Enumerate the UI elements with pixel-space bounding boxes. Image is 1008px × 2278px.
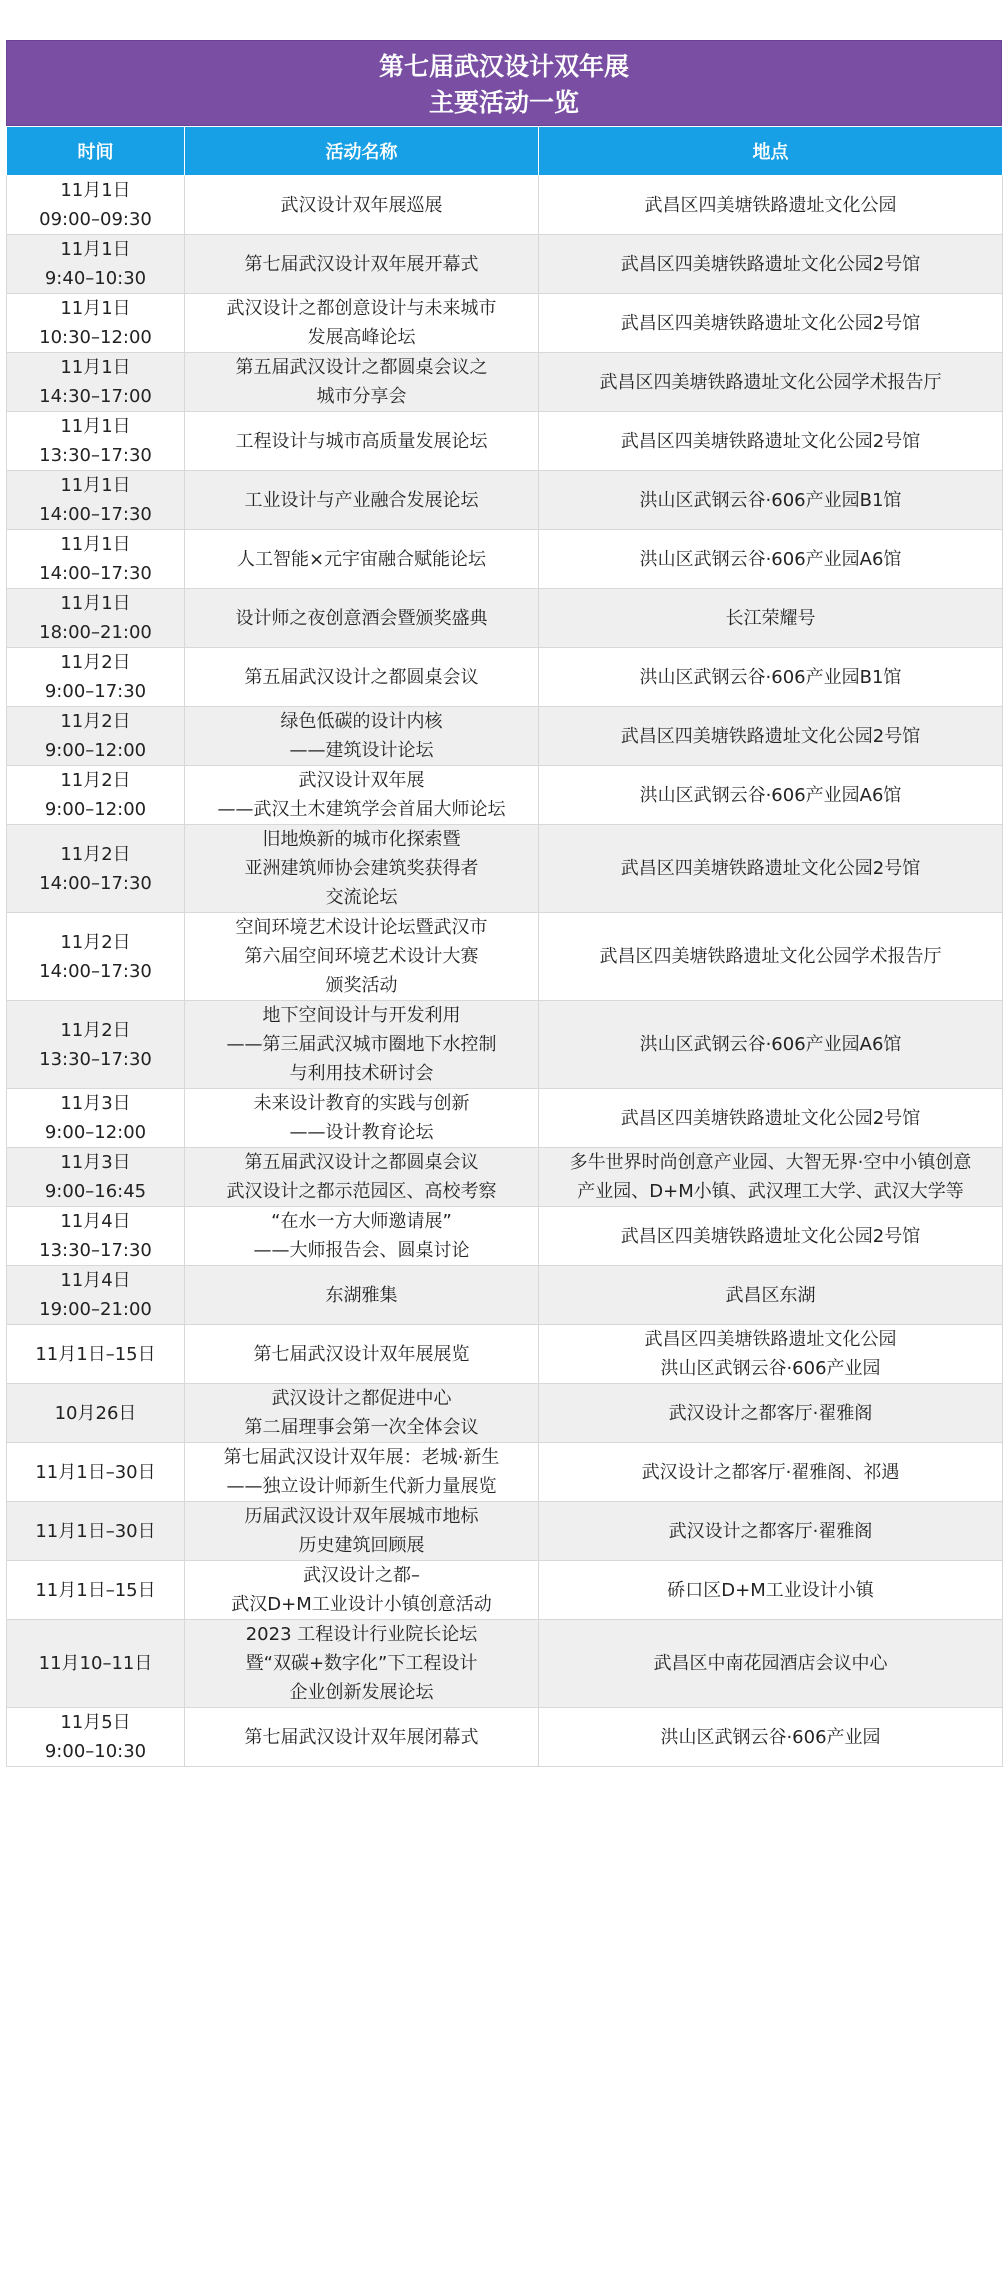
cell-time-line: 14:00–17:30 xyxy=(39,872,152,894)
cell-time-line: 10:30–12:00 xyxy=(39,327,152,348)
cell-time-line: 9:00–10:30 xyxy=(44,1741,147,1762)
cell-activity-name-line: 第七届武汉设计双年展展览 xyxy=(253,1343,470,1365)
cell-time-line: 9:00–12:00 xyxy=(44,740,147,761)
cell-time-line: 9:00–12:00 xyxy=(44,799,147,820)
cell-location xyxy=(539,766,1003,825)
cell-time-line: 9:00–16:45 xyxy=(44,1181,147,1202)
cell-time-line: 10月26日 xyxy=(54,1402,137,1424)
cell-location xyxy=(539,1001,1003,1089)
cell-activity-name-line: 旧地焕新的城市化探索暨 xyxy=(262,829,461,850)
cell-location xyxy=(539,825,1003,913)
cell-activity-name xyxy=(185,412,539,471)
cell-time-line: 11月1日 xyxy=(60,357,131,378)
table-row xyxy=(7,1620,1003,1708)
cell-location xyxy=(539,707,1003,766)
table-row xyxy=(7,353,1003,412)
cell-activity-name-line: 武汉设计双年展 xyxy=(298,770,425,791)
table-row xyxy=(7,648,1003,707)
cell-time-line: 9:00–17:30 xyxy=(44,681,147,702)
cell-activity-name xyxy=(185,648,539,707)
cell-location xyxy=(539,412,1003,471)
cell-time-line: 11月1日–30日 xyxy=(35,1520,156,1542)
cell-location-line: 武昌区四美塘铁路遗址文化公园 xyxy=(644,194,897,216)
cell-activity-name-line: ——武汉土木建筑学会首届大师论坛 xyxy=(217,799,506,820)
cell-location xyxy=(539,1561,1003,1620)
cell-activity-name-line: ——设计教育论坛 xyxy=(289,1122,434,1143)
cell-activity-name-line: ——第三届武汉城市圈地下水控制 xyxy=(226,1034,497,1055)
cell-location-line: 武昌区四美塘铁路遗址文化公园 xyxy=(644,1329,897,1350)
cell-activity-name xyxy=(185,1266,539,1325)
cell-location-line: 洪山区武钢云谷·606产业园B1馆 xyxy=(639,666,902,688)
cell-time-line: 11月1日 xyxy=(60,416,131,437)
cell-time xyxy=(7,1001,185,1089)
cell-time-line: 11月2日 xyxy=(60,770,131,791)
cell-time-line: 11月1日 xyxy=(60,593,131,614)
cell-time-line: 9:40–10:30 xyxy=(44,268,147,289)
cell-activity-name xyxy=(185,235,539,294)
cell-activity-name-line: 东湖雅集 xyxy=(325,1284,398,1306)
cell-activity-name xyxy=(185,294,539,353)
title-line-2: 主要活动一览 xyxy=(428,88,579,117)
cell-activity-name-line: 第六届空间环境艺术设计大赛 xyxy=(244,946,479,967)
cell-time-line: 11月1日–30日 xyxy=(35,1461,156,1483)
cell-time xyxy=(7,913,185,1001)
cell-time-line: 11月2日 xyxy=(60,652,131,673)
cell-time-line: 11月1日 xyxy=(60,298,131,319)
cell-location-line: 产业园、D+M小镇、武汉理工大学、武汉大学等 xyxy=(577,1181,964,1202)
cell-activity-name-line: 历届武汉设计双年展城市地标 xyxy=(244,1506,479,1527)
cell-activity-name xyxy=(185,1384,539,1443)
cell-activity-name xyxy=(185,1443,539,1502)
cell-location xyxy=(539,1266,1003,1325)
cell-activity-name-line: 设计师之夜创意酒会暨颁奖盛典 xyxy=(235,607,488,629)
cell-time xyxy=(7,1502,185,1561)
cell-activity-name-line: 工业设计与产业融合发展论坛 xyxy=(244,489,479,511)
cell-activity-name-line: 空间环境艺术设计论坛暨武汉市 xyxy=(235,917,488,938)
cell-location-line: 多牛世界时尚创意产业园、大智无界·空中小镇创意 xyxy=(569,1152,972,1173)
table-row xyxy=(7,1001,1003,1089)
header-time: 时间 xyxy=(7,127,185,176)
cell-location xyxy=(539,1384,1003,1443)
cell-time xyxy=(7,825,185,913)
cell-time xyxy=(7,530,185,589)
cell-time xyxy=(7,1708,185,1767)
cell-activity-name-line: 地下空间设计与开发利用 xyxy=(262,1005,461,1026)
cell-activity-name-line: 人工智能×元宇宙融合赋能论坛 xyxy=(236,548,487,570)
cell-activity-name xyxy=(185,1148,539,1207)
cell-location-line: 武昌区中南花园酒店会议中心 xyxy=(653,1653,888,1674)
cell-time-line: 11月1日 xyxy=(60,180,131,201)
cell-time-line: 11月2日 xyxy=(60,1019,131,1041)
header-row xyxy=(7,127,1003,176)
table-row xyxy=(7,1443,1003,1502)
table-row xyxy=(7,913,1003,1001)
table-row xyxy=(7,1325,1003,1384)
cell-location-line: 硚口区D+M工业设计小镇 xyxy=(667,1579,874,1601)
cell-time-line: 14:00–17:30 xyxy=(39,563,152,584)
table-row xyxy=(7,1502,1003,1561)
table-row xyxy=(7,1089,1003,1148)
table-title xyxy=(6,40,1002,126)
cell-activity-name-line: 交流论坛 xyxy=(325,887,398,908)
cell-time-line: 13:30–17:30 xyxy=(39,1240,152,1261)
cell-time-line: 9:00–12:00 xyxy=(44,1122,147,1143)
cell-location xyxy=(539,353,1003,412)
cell-location-line: 武昌区四美塘铁路遗址文化公园2号馆 xyxy=(620,858,921,879)
cell-activity-name-line: ——独立设计师新生代新力量展览 xyxy=(226,1476,497,1497)
cell-time-line: 11月4日 xyxy=(60,1211,131,1232)
cell-location-line: 武昌区四美塘铁路遗址文化公园2号馆 xyxy=(620,1225,921,1247)
cell-time xyxy=(7,294,185,353)
cell-time-line: 11月1日–15日 xyxy=(35,1579,156,1601)
cell-activity-name xyxy=(185,353,539,412)
cell-time xyxy=(7,1620,185,1708)
cell-activity-name-line: 企业创新发展论坛 xyxy=(289,1682,434,1703)
cell-time-line: 14:30–17:00 xyxy=(39,386,152,407)
cell-location-line: 洪山区武钢云谷·606产业园 xyxy=(660,1726,881,1748)
cell-location xyxy=(539,1148,1003,1207)
table-row xyxy=(7,176,1003,235)
cell-location-line: 武汉设计之都客厅·翟雅阁、祁遇 xyxy=(641,1461,900,1483)
cell-activity-name-line: 2023 工程设计行业院长论坛 xyxy=(245,1624,478,1645)
cell-activity-name-line: 武汉D+M工业设计小镇创意活动 xyxy=(231,1594,492,1615)
table-row xyxy=(7,530,1003,589)
title-line-1: 第七届武汉设计双年展 xyxy=(378,52,629,81)
cell-time-line: 11月3日 xyxy=(60,1093,131,1114)
cell-location xyxy=(539,913,1003,1001)
table-row xyxy=(7,1148,1003,1207)
cell-time xyxy=(7,1561,185,1620)
header-activity-name: 活动名称 xyxy=(185,127,539,176)
table-row xyxy=(7,235,1003,294)
cell-activity-name xyxy=(185,176,539,235)
cell-time xyxy=(7,1384,185,1443)
table-row xyxy=(7,471,1003,530)
cell-activity-name-line: 与利用技术研讨会 xyxy=(289,1063,434,1084)
cell-time xyxy=(7,1207,185,1266)
cell-activity-name xyxy=(185,1325,539,1384)
cell-location xyxy=(539,648,1003,707)
cell-activity-name xyxy=(185,1502,539,1561)
cell-location xyxy=(539,1207,1003,1266)
cell-location xyxy=(539,1443,1003,1502)
cell-time-line: 19:00–21:00 xyxy=(39,1299,152,1320)
cell-activity-name xyxy=(185,766,539,825)
cell-location-line: 武昌区四美塘铁路遗址文化公园学术报告厅 xyxy=(599,371,942,393)
cell-activity-name-line: 第五届武汉设计之都圆桌会议 xyxy=(244,666,479,688)
cell-location-line: 武昌区四美塘铁路遗址文化公园2号馆 xyxy=(620,1107,921,1129)
cell-time xyxy=(7,1443,185,1502)
cell-time-line: 11月1日 xyxy=(60,534,131,555)
cell-activity-name xyxy=(185,530,539,589)
cell-activity-name xyxy=(185,825,539,913)
cell-time-line: 11月10–11日 xyxy=(38,1653,153,1674)
cell-time-line: 09:00–09:30 xyxy=(39,209,152,230)
cell-activity-name-line: 未来设计教育的实践与创新 xyxy=(253,1093,470,1114)
cell-time-line: 13:30–17:30 xyxy=(39,445,152,466)
table-row xyxy=(7,1561,1003,1620)
cell-time-line: 11月1日 xyxy=(60,475,131,496)
table-row xyxy=(7,412,1003,471)
cell-time-line: 11月2日 xyxy=(60,931,131,953)
cell-location-line: 长江荣耀号 xyxy=(725,607,816,629)
cell-time-line: 11月5日 xyxy=(60,1712,131,1733)
cell-time xyxy=(7,1266,185,1325)
cell-activity-name-line: 武汉设计之都– xyxy=(303,1565,420,1586)
cell-location xyxy=(539,176,1003,235)
cell-activity-name xyxy=(185,1620,539,1708)
cell-activity-name-line: 绿色低碳的设计内核 xyxy=(280,711,443,732)
cell-time-line: 11月1日 xyxy=(60,239,131,260)
cell-activity-name xyxy=(185,913,539,1001)
cell-activity-name-line: 第五届武汉设计之都圆桌会议 xyxy=(244,1152,479,1173)
cell-location-line: 武汉设计之都客厅·翟雅阁 xyxy=(668,1402,873,1424)
cell-location xyxy=(539,530,1003,589)
cell-time xyxy=(7,353,185,412)
cell-activity-name xyxy=(185,471,539,530)
cell-location xyxy=(539,471,1003,530)
cell-time-line: 11月3日 xyxy=(60,1152,131,1173)
cell-activity-name-line: 第七届武汉设计双年展：老城·新生 xyxy=(223,1447,500,1468)
cell-activity-name xyxy=(185,1207,539,1266)
cell-location xyxy=(539,1708,1003,1767)
header-location: 地点 xyxy=(539,127,1003,176)
cell-location-line: 武昌区四美塘铁路遗址文化公园2号馆 xyxy=(620,312,921,334)
cell-time-line: 11月2日 xyxy=(60,843,131,865)
cell-activity-name-line: 武汉设计双年展巡展 xyxy=(280,194,443,216)
cell-activity-name-line: 第七届武汉设计双年展开幕式 xyxy=(244,253,479,275)
cell-time xyxy=(7,766,185,825)
cell-location xyxy=(539,235,1003,294)
cell-location-line: 洪山区武钢云谷·606产业园B1馆 xyxy=(639,489,902,511)
cell-activity-name-line: 亚洲建筑师协会建筑奖获得者 xyxy=(244,858,479,879)
cell-activity-name-line: 发展高峰论坛 xyxy=(307,327,416,348)
table-row xyxy=(7,1708,1003,1767)
cell-location-line: 洪山区武钢云谷·606产业园A6馆 xyxy=(639,784,902,806)
cell-time-line: 11月1日–15日 xyxy=(35,1343,156,1365)
cell-location-line: 武昌区四美塘铁路遗址文化公园学术报告厅 xyxy=(599,946,942,967)
cell-activity-name xyxy=(185,1561,539,1620)
cell-time xyxy=(7,648,185,707)
cell-activity-name-line: 武汉设计之都示范园区、高校考察 xyxy=(226,1181,497,1202)
table-row xyxy=(7,707,1003,766)
cell-activity-name-line: ——大师报告会、圆桌讨论 xyxy=(253,1240,470,1261)
cell-activity-name-line: 武汉设计之都创意设计与未来城市 xyxy=(226,298,497,319)
table-body xyxy=(7,176,1003,1767)
cell-time-line: 11月4日 xyxy=(60,1270,131,1291)
cell-location xyxy=(539,1089,1003,1148)
cell-activity-name xyxy=(185,1001,539,1089)
cell-location-line: 洪山区武钢云谷·606产业园 xyxy=(660,1358,881,1379)
cell-activity-name-line: 历史建筑回顾展 xyxy=(298,1535,425,1556)
table-row xyxy=(7,294,1003,353)
cell-location-line: 武汉设计之都客厅·翟雅阁 xyxy=(668,1520,873,1542)
cell-location xyxy=(539,1620,1003,1708)
cell-time xyxy=(7,1325,185,1384)
cell-time xyxy=(7,707,185,766)
cell-location xyxy=(539,1502,1003,1561)
table-row xyxy=(7,766,1003,825)
cell-activity-name-line: ——建筑设计论坛 xyxy=(289,740,434,761)
cell-time xyxy=(7,412,185,471)
cell-time-line: 11月2日 xyxy=(60,711,131,732)
cell-activity-name-line: 第二届理事会第一次全体会议 xyxy=(244,1417,479,1438)
table-row xyxy=(7,825,1003,913)
cell-activity-name xyxy=(185,589,539,648)
cell-location-line: 武昌区四美塘铁路遗址文化公园2号馆 xyxy=(620,725,921,747)
cell-location xyxy=(539,589,1003,648)
cell-time-line: 14:00–17:30 xyxy=(39,504,152,525)
cell-activity-name xyxy=(185,707,539,766)
cell-location-line: 武昌区四美塘铁路遗址文化公园2号馆 xyxy=(620,253,921,275)
cell-time-line: 13:30–17:30 xyxy=(39,1048,152,1070)
table-row xyxy=(7,1384,1003,1443)
table-row xyxy=(7,1207,1003,1266)
cell-time xyxy=(7,589,185,648)
cell-activity-name-line: 工程设计与城市高质量发展论坛 xyxy=(235,430,488,452)
cell-time xyxy=(7,1148,185,1207)
cell-location-line: 洪山区武钢云谷·606产业园A6馆 xyxy=(639,548,902,570)
cell-activity-name xyxy=(185,1708,539,1767)
cell-activity-name-line: 武汉设计之都促进中心 xyxy=(271,1388,452,1409)
cell-time xyxy=(7,235,185,294)
schedule-table xyxy=(6,126,1003,1767)
cell-location-line: 武昌区东湖 xyxy=(725,1284,816,1306)
cell-location-line: 武昌区四美塘铁路遗址文化公园2号馆 xyxy=(620,430,921,452)
cell-location xyxy=(539,1325,1003,1384)
cell-time-line: 14:00–17:30 xyxy=(39,960,152,982)
cell-location-line: 洪山区武钢云谷·606产业园A6馆 xyxy=(639,1034,902,1055)
cell-activity-name-line: “在水一方大师邀请展” xyxy=(271,1211,452,1232)
cell-activity-name-line: 颁奖活动 xyxy=(325,975,398,996)
cell-time xyxy=(7,176,185,235)
cell-activity-name xyxy=(185,1089,539,1148)
schedule-container xyxy=(6,40,1002,1767)
cell-activity-name-line: 暨“双碳+数字化”下工程设计 xyxy=(245,1653,478,1674)
cell-activity-name-line: 城市分享会 xyxy=(316,386,407,407)
cell-time xyxy=(7,471,185,530)
cell-time-line: 18:00–21:00 xyxy=(39,622,152,643)
table-row xyxy=(7,589,1003,648)
cell-activity-name-line: 第七届武汉设计双年展闭幕式 xyxy=(244,1726,479,1748)
cell-time xyxy=(7,1089,185,1148)
cell-location xyxy=(539,294,1003,353)
cell-activity-name-line: 第五届武汉设计之都圆桌会议之 xyxy=(235,357,488,378)
table-row xyxy=(7,1266,1003,1325)
